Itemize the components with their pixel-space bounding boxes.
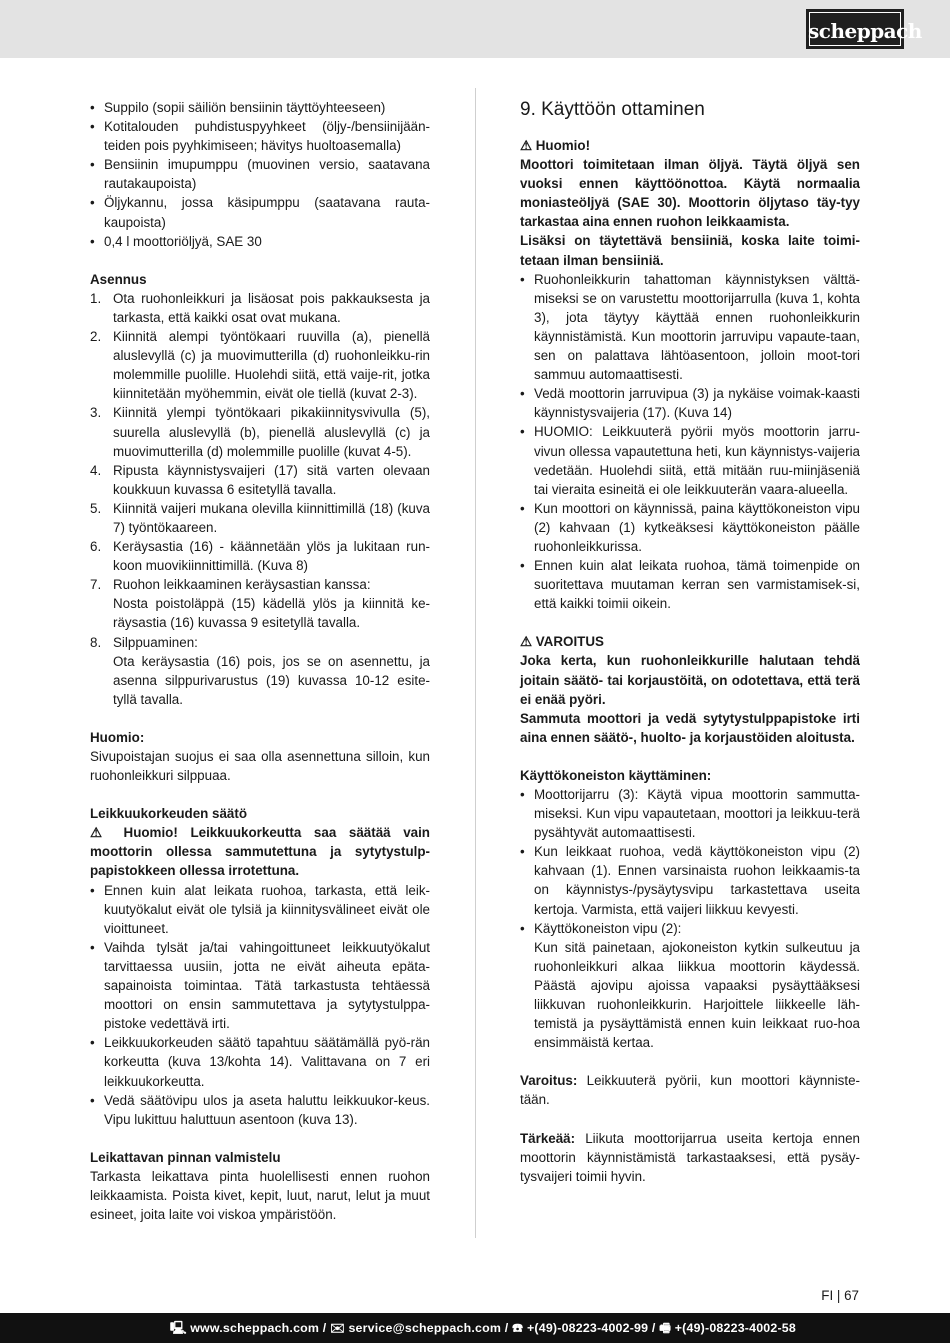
list-item-text: Kun moottori on käynnissä, paina käyttökoneiston vipu (2) kahvaan (1) kytkeäksesi käyttökoneiston päälle ruohonleikkurissa. — [534, 500, 860, 554]
varoitus2-label: Varoitus: — [520, 1073, 578, 1089]
pinta-heading: Leikattavan pinnan valmistelu — [90, 1149, 281, 1165]
list-item-text: Bensiinin imupumppu (muovinen versio, saatavana rautakaupoista) — [104, 157, 430, 192]
varoitus2-paragraph — [520, 1071, 860, 1109]
list-item — [90, 98, 430, 117]
step-subtext: Ota keräysastia (16) pois, jos se on asennettu, ja asenna silppurivarustus (19) kuvassa 10-12 esite-tyllä tavalla. — [113, 653, 430, 707]
list-item — [90, 117, 430, 155]
asennus-step — [90, 499, 430, 537]
warning-icon: ⚠ — [90, 825, 111, 841]
list-item — [90, 155, 430, 193]
list-item — [90, 881, 430, 938]
footer-fax: +(49)-08223-4002-58 — [674, 1321, 796, 1335]
tarkeaa-paragraph — [520, 1129, 860, 1186]
list-item-text: Ennen kuin alat leikata ruohoa, tämä toimenpide on suoritettava muutaman kerran sen varmistamisek-si, että kaikki toimii oikein. — [534, 558, 860, 612]
list-item-text: Vedä säätövipu ulos ja aseta haluttu leikkuukor-keus. Vipu lukittuu haluttuun asentoon (kuva 13). — [104, 1092, 430, 1127]
list-item — [520, 556, 860, 613]
huomio-bold-1: Moottori toimitetaan ilman öljyä. Täytä öljyä sen vuoksi ennen käyttöönottoa. Käytä normaalia moniasteöljyä (SAE 30). Moottorin öljytaso täy-tyy tarkastaa aina ennen ruohon leikkaamista. — [520, 157, 860, 230]
leikkuu-list — [90, 881, 430, 1129]
warning-icon: ⚠ — [520, 634, 533, 650]
list-item-text: Leikkuukorkeuden säätö tapahtuu säätämällä pyö-rän korkeutta (kuva 13/kohta 14). Valittavana on 7 eri leikkuukorkeutta. — [104, 1035, 430, 1089]
step-text: Silppuaminen: — [113, 634, 198, 650]
column-divider — [475, 88, 476, 1238]
footer-phone: +(49)-08223-4002-99 — [526, 1321, 649, 1335]
asennus-heading: Asennus — [90, 271, 147, 287]
header-bar — [0, 0, 950, 58]
step-number: 6. — [90, 539, 102, 555]
step-number: 1. — [90, 290, 102, 306]
step-number: 4. — [90, 462, 102, 478]
kaytto-heading: Käyttökoneiston käyttäminen: — [520, 767, 712, 783]
list-item — [520, 785, 860, 842]
fax-icon: 🖷 — [659, 1321, 672, 1335]
huomio-heading: Huomio: — [90, 729, 145, 745]
step-text: Kiinnitä ylempi työntökaari pikakiinnitysvivulla (5), suurella aluslevyllä (b), pienellä aluslevyllä (c) ja muovimutterilla (d) molemmille puolille (kuvat 4-5). — [113, 405, 430, 459]
list-item-text: Öljykannu, jossa käsipumppu (saatavana rauta-kaupoista) — [104, 195, 430, 230]
huomio-label — [520, 136, 860, 155]
monitor-icon: 🖳 — [169, 1321, 187, 1335]
list-item — [90, 1033, 430, 1090]
list-item — [520, 384, 860, 422]
right-column — [520, 98, 860, 1186]
huomio-bold-2: Lisäksi on täytettävä bensiiniä, koska laite toimi-tetaan ilman bensiiniä. — [520, 233, 860, 268]
list-item — [520, 919, 860, 1053]
kaytto-list — [520, 785, 860, 1052]
asennus-step — [90, 461, 430, 499]
footer-separator: / — [501, 1321, 513, 1335]
list-item-text: Käyttökoneiston vipu (2): — [534, 920, 682, 936]
mail-icon: ✉ — [330, 1321, 345, 1335]
leikkuu-warning-text: Huomio! Leikkuukorkeutta saa säätää vain moottorin ollessa sammutettuna ja sytytystulp-papistokkeen ollessa irrotettuna. — [90, 825, 430, 879]
huomio-text: Sivupoistajan suojus ei saa olla asennettuna silloin, kun ruohonleikkuri silppuaa. — [90, 749, 430, 784]
footer-email-link[interactable]: service@scheppach.com — [348, 1321, 502, 1335]
list-item — [520, 270, 860, 385]
accessories-list — [90, 98, 430, 251]
list-item — [90, 938, 430, 1033]
step-number: 2. — [90, 329, 102, 345]
page-number: FI | 67 — [821, 1288, 859, 1303]
footer-separator: / — [648, 1321, 660, 1335]
leikkuu-heading: Leikkuukorkeuden säätö — [90, 806, 248, 822]
scheppach-logo: scheppach — [806, 9, 904, 49]
asennus-step — [90, 327, 430, 403]
step-number: 8. — [90, 634, 102, 650]
varoitus-label-text: VAROITUS — [535, 634, 604, 650]
list-item-text: Vedä moottorin jarruvipua (3) ja nykäise voimak-kaasti käynnistysvaijeria (17). (Kuva 14) — [534, 386, 860, 421]
footer-separator: / — [319, 1321, 331, 1335]
huomio-label-text: Huomio! — [535, 138, 591, 153]
step-subtext: Nosta poistoläppä (15) kädellä ylös ja kiinnitä ke-räysastia (16) kuvassa 9 esitetyllä tavalla. — [113, 596, 430, 631]
warning-icon: ⚠ — [520, 138, 533, 153]
list-item — [520, 499, 860, 556]
list-item-text: Kotitalouden puhdistuspyyhkeet (öljy-/bensiinijään-teiden pois pyyhkimiseen; hävitys huoltoasemalla) — [104, 119, 430, 154]
list-item-text: Suppilo (sopii säiliön bensiinin täyttöyhteeseen) — [104, 100, 386, 115]
step-number: 5. — [90, 500, 102, 516]
left-column — [90, 98, 430, 1224]
step-text: Ota ruohonleikkuri ja lisäosat pois pakkauksesta ja tarkasta, että kaikki osat ovat mukana. — [113, 290, 430, 325]
step-text: Ruohon leikkaaminen keräysastian kanssa: — [113, 577, 371, 593]
list-item-subtext: Kun sitä painetaan, ajokoneiston kytkin sulkeutuu ja ruohonleikkuri alkaa liikkua moottorin käydessä. Päästä ajovipu ajoissa vapaaksi pysäyttääksesi liikkuvan ruohonleikkurin. Harjoittele liikkeelle läh-temistä ja pysäyttämistä ennen kuin leikkaat ruo-hoa ensimmäistä kertaa. — [534, 939, 860, 1051]
tarkeaa-label: Tärkeää: — [520, 1130, 576, 1146]
footer-bar — [0, 1313, 950, 1343]
asennus-step — [90, 633, 430, 709]
list-item — [90, 232, 430, 251]
phone-icon: ☎ — [512, 1321, 524, 1335]
list-item-text: Moottorijarru (3): Käytä vipua moottorin sammutta-miseksi. Kun vipu vapautetaan, moottori ja leikkuu-terä pysähtyvät automaattisesti. — [534, 787, 860, 841]
step-text: Kiinnitä alempi työntökaari ruuvilla (a), pienellä aluslevyllä (c) ja muovimutterilla (d) ruohonleikku-rin molemmille puolille. Huolehdi siitä, että vaije-rit, jotka kiinnitetään myöhemmin, eivät ole tiellä (kuvat 2-3). — [113, 329, 430, 402]
footer-website-link[interactable]: www.scheppach.com — [190, 1321, 320, 1335]
list-item — [90, 1091, 430, 1129]
list-item — [520, 422, 860, 498]
list-item-text: Ennen kuin alat leikata ruohoa, tarkasta, että leik-kuutyökalut eivät ole tylsiä ja kiinnitysvälineet eivät ole vioittuneet. — [104, 882, 430, 936]
step-text: Kiinnitä vaijeri mukana olevilla kiinnittimillä (18) (kuva 7) työntökaareen. — [113, 500, 430, 535]
leikkuu-warning — [90, 823, 430, 880]
varoitus-bold-2: Sammuta moottori ja vedä sytytystulppapistoke irti aina ennen säätö-, huolto- ja korjaustöiden aloitusta. — [520, 710, 860, 745]
step-number: 7. — [90, 577, 102, 593]
step-text: Keräysastia (16) - käännetään ylös ja lukitaan run-koon muovikiinnittimillä. (Kuva 8) — [113, 539, 430, 574]
list-item-text: Kun leikkaat ruohoa, vedä käyttökoneiston vipu (2) kahvaan (1). Ennen varsinaista ruohon leikkaamis-ta on käynnistys-/pysäytysvipu tarkastettava useita kertoja. Varmista, että vaijeri liikkuu kevyesti. — [534, 844, 860, 917]
asennus-step — [90, 537, 430, 575]
asennus-step — [90, 575, 430, 632]
section-title: 9. Käyttöön ottaminen — [520, 99, 705, 120]
varoitus2-text: Leikkuuterä pyörii, kun moottori käynniste-tään. — [520, 1073, 860, 1108]
pinta-text: Tarkasta leikattava pinta huolellisesti ennen ruohon leikkaamista. Poista kivet, kepit, luut, narut, lelut ja muut esineet, joita laite voi viskoa ympäristöön. — [90, 1168, 430, 1223]
varoitus-bold-1: Joka kerta, kun ruohonleikkurille halutaan tehdä joitain säätö- tai korjaustöitä, on odotettava, että terä ei enää pyöri. — [520, 653, 860, 707]
list-item-text: 0,4 l moottoriöljyä, SAE 30 — [104, 233, 262, 249]
list-item-text: Ruohonleikkurin tahattoman käynnistyksen välttä-miseksi se on varustettu moottorijarrulla (kuva 1, kohta 3), jota täytyy käyttää ennen ruohonleikkurin käynnistämistä. Kun moottorin jarruvipu vapaute-taan, sen on palattava lähtöasentoon, jolloin moot-tori sammuu automaattisesti. — [534, 271, 860, 383]
step-number: 3. — [90, 405, 102, 421]
asennus-step — [90, 403, 430, 460]
list-item-text: Vaihda tylsät ja/tai vahingoittuneet leikkuutyökalut tarvittaessa uusiin, jotta ne eivät aiheuta epäta-sapainoista toimintaa. Tätä tarkastusta tehtäessä moottori on ensin sammutettava ja sytytystulppa-pistoke vedettävä irti. — [104, 939, 430, 1032]
tarkeaa-text: Liikuta moottorijarrua useita kertoja ennen moottorin käynnistämistä tarkastaaksesi, että pysäy-tysvaijeri toimii hyvin. — [520, 1130, 860, 1184]
list-item-text: HUOMIO: Leikkuuterä pyörii myös moottorin jarru-vivun ollessa vapautettuna heti, kun käynnistys-vaijeria vedetään. Huolehdi siitä, että mitään ruu-miinjäseniä tai vieraita esineitä ei ole leikkuuterän vaara-alueella. — [534, 424, 860, 497]
varoitus-label — [520, 632, 860, 651]
list-item — [520, 842, 860, 918]
step-text: Ripusta käynnistysvaijeri (17) sitä varten olevaan koukkuun kuvassa 6 esitetyllä tavalla. — [113, 462, 430, 497]
asennus-steps — [90, 289, 430, 709]
list-item — [90, 193, 430, 231]
asennus-step — [90, 289, 430, 327]
start-instructions-list — [520, 270, 860, 614]
